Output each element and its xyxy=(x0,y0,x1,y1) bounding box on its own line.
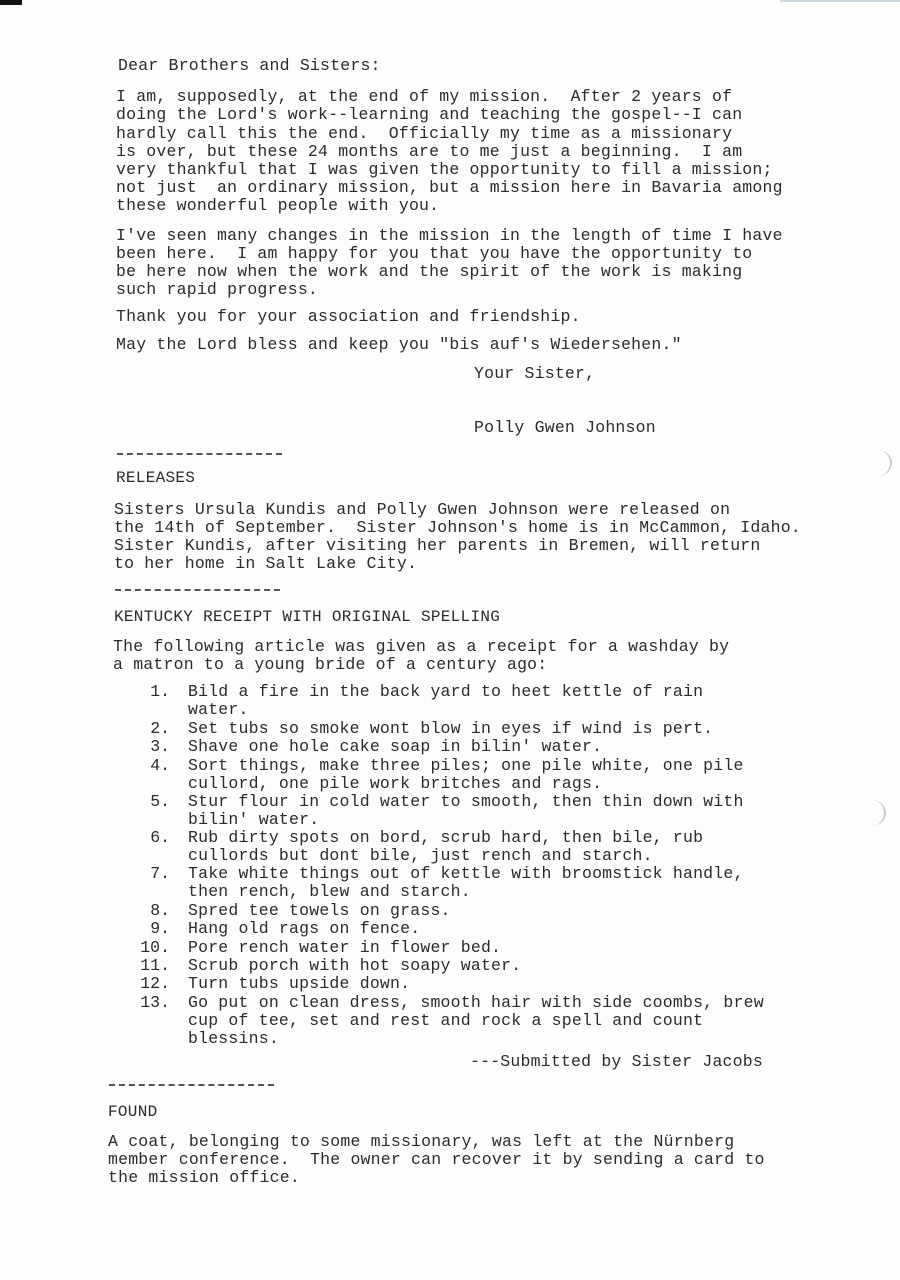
item-text: Turn tubs upside down. xyxy=(188,974,411,993)
letter-para1-line: I am, supposedly, at the end of my mission. After 2 years of xyxy=(116,87,733,106)
letter-para2-line: such rapid progress. xyxy=(116,280,319,299)
letter-para1-line: very thankful that I was given the opportunity to fill a mission; xyxy=(116,160,773,179)
item-number: 6. xyxy=(150,828,170,847)
item-number: 12. xyxy=(140,974,170,993)
item-text: Shave one hole cake soap in bilin' water. xyxy=(188,737,603,756)
item-number: 9. xyxy=(150,919,170,938)
receipt-heading: KENTUCKY RECEIPT WITH ORIGINAL SPELLING xyxy=(114,608,501,626)
item-text: Scrub porch with hot soapy water. xyxy=(188,956,522,975)
found-heading: FOUND xyxy=(108,1103,158,1121)
found-line: member conference. The owner can recover it by sending a card to xyxy=(108,1150,765,1169)
salutation: Dear Brothers and Sisters: xyxy=(118,56,381,75)
item-number: 11. xyxy=(140,956,170,975)
letter-para1-line: hardly call this the end. Officially my time as a missionary xyxy=(116,124,733,143)
item-number: 7. xyxy=(150,864,170,883)
receipt-intro-line: a matron to a young bride of a century ago: xyxy=(113,655,548,674)
item-number: 4. xyxy=(150,756,170,775)
receipt-intro-line: The following article was given as a receipt for a washday by xyxy=(113,637,730,656)
section-divider xyxy=(117,453,282,455)
receipt-credit: ---Submitted by Sister Jacobs xyxy=(470,1052,763,1071)
found-line: A coat, belonging to some missionary, was left at the Nürnberg xyxy=(108,1132,735,1151)
letter-para1-line: is over, but these 24 months are to me just a beginning. I am xyxy=(116,142,743,161)
item-text: Stur flour in cold water to smooth, then thin down with xyxy=(188,792,744,811)
releases-line: to her home in Salt Lake City. xyxy=(114,554,418,573)
item-text: cullord, one pile work britches and rags. xyxy=(188,774,603,793)
item-text: Spred tee towels on grass. xyxy=(188,901,451,920)
letter-para2-line: I've seen many changes in the mission in the length of time I have xyxy=(116,226,783,245)
releases-line: Sister Kundis, after visiting her parents in Bremen, will return xyxy=(114,536,761,555)
section-divider xyxy=(115,589,280,591)
item-number: 10. xyxy=(140,938,170,957)
item-text: Sort things, make three piles; one pile white, one pile xyxy=(188,756,744,775)
item-number: 8. xyxy=(150,901,170,920)
item-number: 1. xyxy=(150,682,170,701)
found-line: the mission office. xyxy=(108,1168,300,1187)
item-text: Pore rench water in flower bed. xyxy=(188,938,502,957)
letter-para1-line: doing the Lord's work--learning and teaching the gospel--I can xyxy=(116,105,743,124)
letter-para4: May the Lord bless and keep you "bis auf's Wiedersehen." xyxy=(116,335,682,354)
item-text: Rub dirty spots on bord, scrub hard, then bile, rub xyxy=(188,828,704,847)
letter-para1-line: not just an ordinary mission, but a mission here in Bavaria among xyxy=(116,178,783,197)
section-divider xyxy=(109,1084,274,1086)
releases-heading: RELEASES xyxy=(116,469,196,487)
item-text: Hang old rags on fence. xyxy=(188,919,421,938)
item-text: Set tubs so smoke wont blow in eyes if wind is pert. xyxy=(188,719,714,738)
item-text: Take white things out of kettle with broomstick handle, xyxy=(188,864,744,883)
releases-line: the 14th of September. Sister Johnson's home is in McCammon, Idaho. xyxy=(114,518,801,537)
item-text: cullords but dont bile, just rench and starch. xyxy=(188,846,653,865)
releases-line: Sisters Ursula Kundis and Polly Gwen Johnson were released on xyxy=(114,500,731,519)
item-text: then rench, blew and starch. xyxy=(188,882,471,901)
item-text: water. xyxy=(188,700,249,719)
item-number: 13. xyxy=(140,993,170,1012)
letter-para3: Thank you for your association and friendship. xyxy=(116,307,581,326)
item-text: bilin' water. xyxy=(188,810,320,829)
letter-para1-line: these wonderful people with you. xyxy=(116,196,440,215)
letter-closing: Your Sister, xyxy=(474,364,596,383)
item-text: Go put on clean dress, smooth hair with side coombs, brew xyxy=(188,993,764,1012)
item-number: 3. xyxy=(150,737,170,756)
item-text: cup of tee, set and rest and rock a spell and count xyxy=(188,1011,704,1030)
item-number: 2. xyxy=(150,719,170,738)
item-number: 5. xyxy=(150,792,170,811)
letter-para2-line: been here. I am happy for you that you have the opportunity to xyxy=(116,244,753,263)
letter-para2-line: be here now when the work and the spirit of the work is making xyxy=(116,262,743,281)
item-text: blessins. xyxy=(188,1029,279,1048)
item-text: Bild a fire in the back yard to heet kettle of rain xyxy=(188,682,704,701)
letter-signature: Polly Gwen Johnson xyxy=(474,418,656,437)
